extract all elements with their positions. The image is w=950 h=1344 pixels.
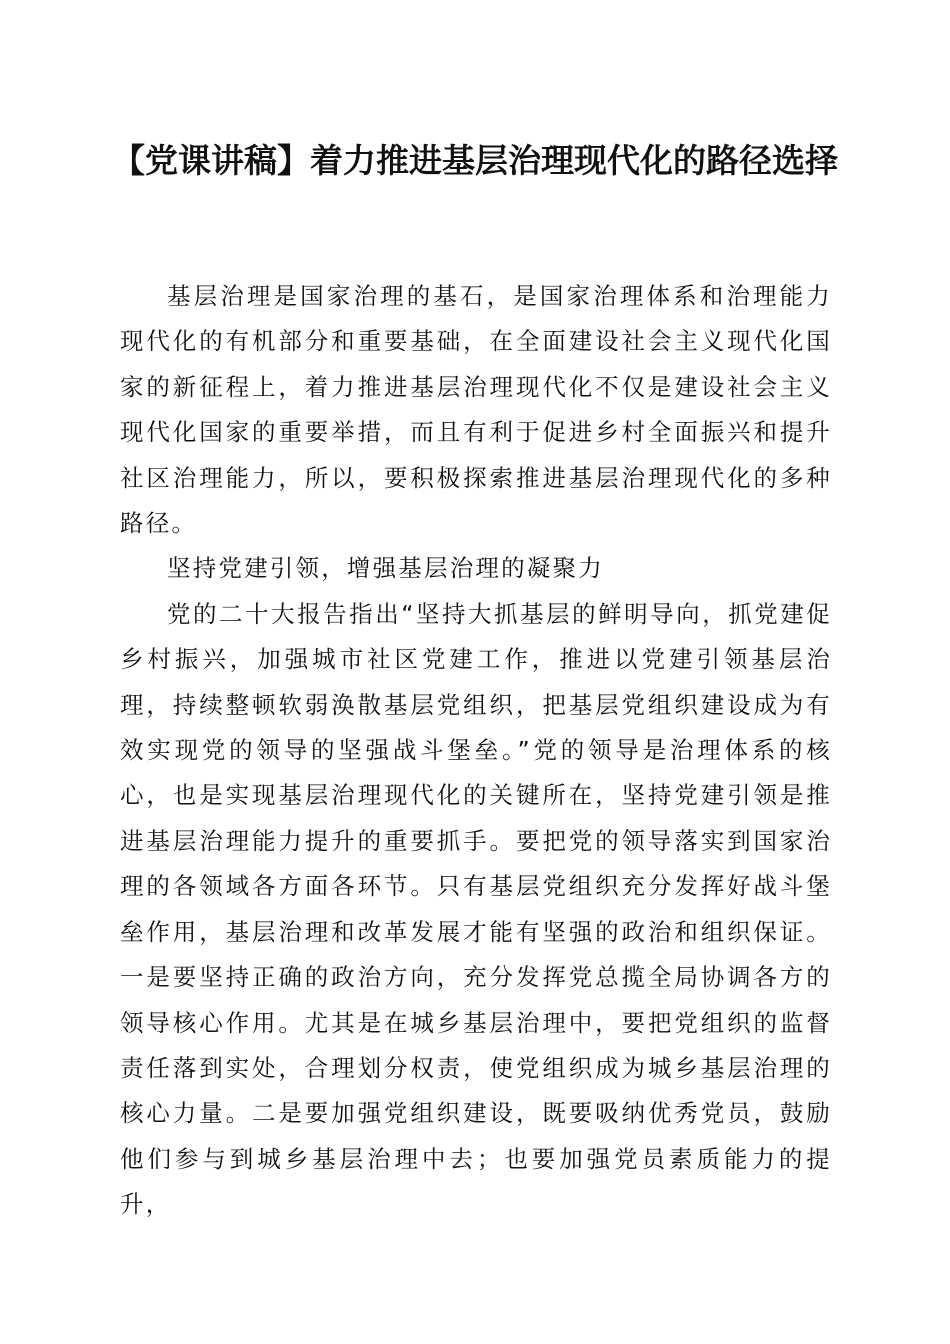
paragraph-intro: 基层治理是国家治理的基石，是国家治理体系和治理能力现代化的有机部分和重要基础，在全面建设社会主义现代化国家的新征程上，着力推进基层治理现代化不仅是建设社会主义现代化国家的重要举措，而且有利于促进乡村全面振兴和提升社区治理能力，所以，要积极探索推进基层治理现代化的多种路径。	[120, 282, 832, 538]
document-body	[120, 274, 832, 1228]
document-title: 【党课讲稿】着力推进基层治理现代化的路径选择	[112, 141, 838, 180]
section-heading: 坚持党建引领，增强基层治理的凝聚力	[167, 554, 604, 583]
paragraph-party-leadership: 党的二十大报告指出“坚持大抓基层的鲜明导向，抓党建促乡村振兴，加强城市社区党建工作，推进以党建引领基层治理，持续整顿软弱涣散基层党组织，把基层党组织建设成为有效实现党的领导的坚强战斗堡垒。”党的领导是治理体系的核心，也是实现基层治理现代化的关键所在，坚持党建引领是推进基层治理能力提升的重要抓手。要把党的领导落实到国家治理的各领域各方面各环节。只有基层党组织充分发挥好战斗堡垒作用，基层治理和改革发展才能有坚强的政治和组织保证。一是要坚持正确的政治方向，充分发挥党总揽全局协调各方的领导核心作用。尤其是在城乡基层治理中，要把党组织的监督责任落到实处，合理划分权责，使党组织成为城乡基层治理的核心力量。二是要加强党组织建设，既要吸纳优秀党员，鼓励他们参与到城乡基层治理中去；也要加强党员素质能力的提升，	[120, 599, 832, 1219]
